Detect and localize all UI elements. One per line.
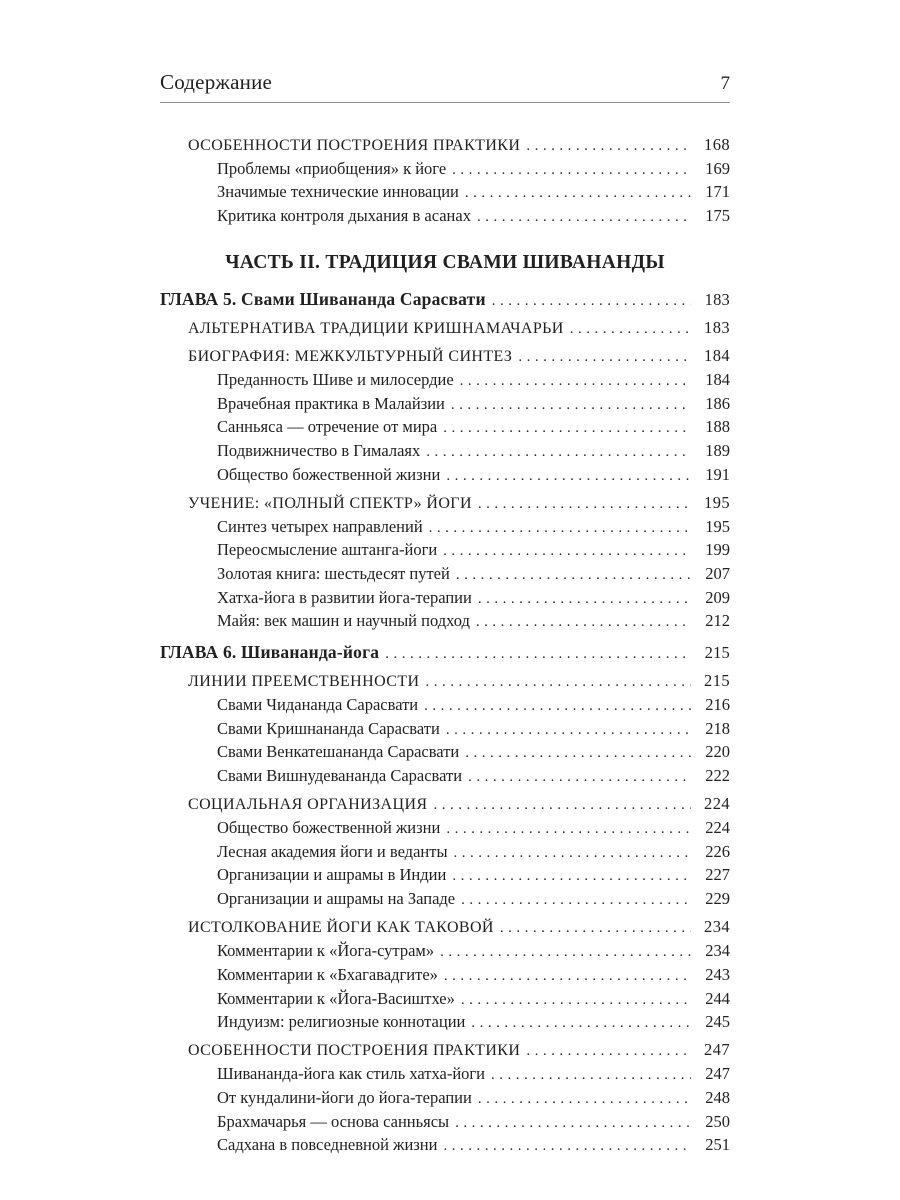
dot-leader xyxy=(440,940,691,964)
toc-entry-page: 183 xyxy=(704,289,730,309)
toc-entry-subsection xyxy=(160,694,730,718)
dot-leader xyxy=(426,440,691,464)
toc-entry-label: Комментарии к «Йога-Васиштхе» xyxy=(217,988,455,1008)
toc-entry-page: 244 xyxy=(705,988,730,1008)
dot-leader xyxy=(446,464,691,488)
page-header xyxy=(160,70,730,103)
toc-entry-subsection xyxy=(160,158,730,182)
toc-entry-subsection xyxy=(160,610,730,634)
dot-leader xyxy=(570,318,691,341)
toc-entry-label: Проблемы «приобщения» к йоге xyxy=(217,158,447,178)
toc-entry-subsection xyxy=(160,718,730,742)
toc-entry-label: Критика контроля дыхания в асанах xyxy=(217,206,471,226)
toc-entry-page: 234 xyxy=(704,917,730,937)
toc-entry-label: Лесная академия йоги и веданты xyxy=(217,841,448,861)
toc-entry-subsection xyxy=(160,393,730,417)
toc-entry-label: Садхана в повседневной жизни xyxy=(217,1135,438,1155)
toc-entry-label: Общество божественной жизни xyxy=(217,464,441,484)
dot-leader xyxy=(461,988,691,1012)
dot-leader xyxy=(456,563,691,587)
toc-entry-subsection xyxy=(160,563,730,587)
dot-leader xyxy=(455,1111,691,1135)
toc-entry-page: 250 xyxy=(705,1111,730,1131)
toc-entry-page: 251 xyxy=(705,1135,730,1155)
toc-entry-subsection xyxy=(160,539,730,563)
dot-leader xyxy=(478,493,691,516)
dot-leader xyxy=(465,741,691,765)
dot-leader xyxy=(526,1040,691,1063)
toc-entry-section xyxy=(160,134,730,158)
toc-entry-page: 195 xyxy=(704,492,730,512)
toc-entry-subsection xyxy=(160,416,730,440)
toc-entry-page: 218 xyxy=(705,718,730,738)
toc-entry-label: Организации и ашрамы в Индии xyxy=(217,865,447,885)
toc-list xyxy=(160,134,730,1158)
toc-entry-page: 184 xyxy=(704,346,730,366)
toc-entry-subsection xyxy=(160,741,730,765)
toc-entry-page: 215 xyxy=(704,643,730,663)
toc-entry-label: Индуизм: религиозные коннотации xyxy=(217,1012,466,1032)
toc-entry-label: ГЛАВА 5. Свами Шивананда Сарасвати xyxy=(160,288,486,309)
toc-entry-label: Подвижничество в Гималаях xyxy=(217,441,421,461)
toc-entry-label: Свами Чидананда Сарасвати xyxy=(217,695,419,715)
toc-entry-page: 191 xyxy=(705,464,730,484)
toc-entry-page: 168 xyxy=(704,135,730,154)
dot-leader xyxy=(471,1011,691,1035)
dot-leader xyxy=(446,817,691,841)
toc-entry-label: Санньяса — отречение от мира xyxy=(217,417,438,437)
toc-entry-subsection xyxy=(160,841,730,865)
toc-entry-subsection xyxy=(160,1063,730,1087)
toc-entry-label: ОСОБЕННОСТИ ПОСТРОЕНИЯ ПРАКТИКИ xyxy=(188,137,521,154)
toc-entry-label: УЧЕНИЕ: «ПОЛНЫЙ СПЕКТР» ЙОГИ xyxy=(188,494,472,512)
toc-entry-label: Майя: век машин и научный подход xyxy=(217,611,470,631)
toc-entry-page: 243 xyxy=(705,964,730,984)
dot-leader xyxy=(452,864,691,888)
dot-leader xyxy=(461,888,691,912)
toc-entry-chapter xyxy=(160,642,730,666)
toc-entry-page: 216 xyxy=(705,695,730,715)
toc-entry-subsection xyxy=(160,988,730,1012)
toc-entry-label: ГЛАВА 6. Шивананда-йога xyxy=(160,642,380,663)
toc-entry-page: 248 xyxy=(705,1087,730,1107)
header-page-number: 7 xyxy=(720,73,730,94)
dot-leader xyxy=(451,393,691,417)
toc-entry-subsection xyxy=(160,1111,730,1135)
dot-leader xyxy=(385,642,691,666)
toc-entry-label: Преданность Шиве и милосердие xyxy=(217,369,454,389)
dot-leader xyxy=(476,610,691,634)
toc-entry-page: 171 xyxy=(705,182,730,202)
toc-entry-subsection xyxy=(160,464,730,488)
toc-entry-page: 224 xyxy=(704,794,730,814)
toc-entry-label: Организации и ашрамы на Западе xyxy=(217,889,456,909)
toc-entry-label: Брахмачарья — основа санньясы xyxy=(217,1111,450,1131)
dot-leader xyxy=(446,718,691,742)
toc-entry-label: Общество божественной жизни xyxy=(217,818,441,838)
dot-leader xyxy=(443,1134,691,1158)
toc-entry-label: Хатха-йога в развитии йога-терапии xyxy=(217,587,472,607)
toc-entry-section xyxy=(160,670,730,694)
toc-entry-subsection xyxy=(160,1011,730,1035)
toc-entry-label: ИСТОЛКОВАНИЕ ЙОГИ КАК ТАКОВОЙ xyxy=(188,919,494,937)
dot-leader xyxy=(477,205,691,229)
dot-leader xyxy=(425,671,691,694)
dot-leader xyxy=(465,181,691,205)
toc-entry-section xyxy=(160,793,730,817)
toc-entry-page: 245 xyxy=(705,1012,730,1032)
toc-entry-page: 247 xyxy=(704,1040,730,1060)
toc-entry-page: 220 xyxy=(705,742,730,762)
toc-entry-label: Шивананда-йога как стиль хатха-йоги xyxy=(217,1064,486,1084)
toc-entry-subsection xyxy=(160,964,730,988)
dot-leader xyxy=(492,289,691,313)
toc-entry-section xyxy=(160,317,730,341)
toc-entry-page: 229 xyxy=(705,889,730,909)
toc-entry-label: АЛЬТЕРНАТИВА ТРАДИЦИИ КРИШНАМАЧАРЬИ xyxy=(188,320,564,338)
dot-leader xyxy=(452,158,691,182)
toc-entry-page: 247 xyxy=(705,1064,730,1084)
toc-entry-page: 215 xyxy=(704,671,730,691)
toc-entry-page: 184 xyxy=(705,369,730,389)
toc-entry-section xyxy=(160,1039,730,1063)
toc-entry-label: Свами Венкатешананда Сарасвати xyxy=(217,742,460,762)
toc-entry-chapter xyxy=(160,289,730,313)
toc-entry-label: Свами Вишнудевананда Сарасвати xyxy=(217,766,463,786)
toc-entry-label: Комментарии к «Бхагавадгите» xyxy=(217,964,438,984)
toc-entry-page: 209 xyxy=(705,587,730,607)
toc-entry-label: Значимые технические инновации xyxy=(217,182,459,202)
toc-entry-page: 188 xyxy=(705,417,730,437)
toc-entry-page: 183 xyxy=(704,318,730,338)
dot-leader xyxy=(424,694,691,718)
toc-entry-label: ЛИНИИ ПРЕЕМСТВЕННОСТИ xyxy=(188,673,420,691)
toc-entry-subsection xyxy=(160,940,730,964)
dot-leader xyxy=(454,841,691,865)
toc-entry-subsection xyxy=(160,181,730,205)
toc-entry-subsection xyxy=(160,817,730,841)
toc-entry-label: Переосмысление аштанга-йоги xyxy=(217,540,438,560)
page-title: Содержание xyxy=(160,70,273,94)
toc-entry-page: 212 xyxy=(705,611,730,631)
toc-entry-label: ОСОБЕННОСТИ ПОСТРОЕНИЯ ПРАКТИКИ xyxy=(188,1042,521,1060)
toc-entry-label: БИОГРАФИЯ: МЕЖКУЛЬТУРНЫЙ СИНТЕЗ xyxy=(188,348,513,366)
dot-leader xyxy=(429,516,691,540)
toc-entry-subsection xyxy=(160,516,730,540)
toc-entry-section xyxy=(160,492,730,516)
toc-entry-label: СОЦИАЛЬНАЯ ОРГАНИЗАЦИЯ xyxy=(188,796,428,814)
toc-entry-page: 222 xyxy=(705,766,730,786)
toc-entry-page: 186 xyxy=(705,393,730,413)
toc-entry-subsection xyxy=(160,440,730,464)
toc-entry-label: Синтез четырех направлений xyxy=(217,516,423,536)
toc-entry-subsection xyxy=(160,765,730,789)
toc-entry-page: 224 xyxy=(705,818,730,838)
toc-entry-page: 207 xyxy=(705,564,730,584)
dot-leader xyxy=(460,369,691,393)
toc-entry-page: 199 xyxy=(705,540,730,560)
dot-leader xyxy=(491,1063,691,1087)
toc-entry-page: 226 xyxy=(705,841,730,861)
dot-leader xyxy=(443,416,691,440)
toc-entry-page: 234 xyxy=(705,941,730,961)
dot-leader xyxy=(478,1087,691,1111)
toc-entry-page: 169 xyxy=(705,158,730,178)
dot-leader xyxy=(478,587,691,611)
toc-entry-page: 189 xyxy=(705,441,730,461)
toc-entry-page: 175 xyxy=(705,206,730,226)
toc-entry-page: 227 xyxy=(705,865,730,885)
toc-entry-subsection xyxy=(160,587,730,611)
toc-entry-subsection xyxy=(160,1087,730,1111)
toc-entry-label: Комментарии к «Йога-сутрам» xyxy=(217,941,435,961)
toc-entry-subsection xyxy=(160,864,730,888)
toc-entry-page: 195 xyxy=(705,516,730,536)
toc-entry-label: От кундалини-йоги до йога-терапии xyxy=(217,1087,472,1107)
dot-leader xyxy=(468,765,691,789)
toc-entry-label: Врачебная практика в Малайзии xyxy=(217,393,445,413)
toc-entry-subsection xyxy=(160,205,730,229)
toc-entry-section xyxy=(160,345,730,369)
dot-leader xyxy=(526,135,691,158)
toc-entry-section xyxy=(160,916,730,940)
toc-entry-subsection xyxy=(160,369,730,393)
part-heading: ЧАСТЬ II. ТРАДИЦИЯ СВАМИ ШИВАНАНДЫ xyxy=(225,251,665,273)
dot-leader xyxy=(444,964,691,988)
toc-entry-label: Свами Кришнананда Сарасвати xyxy=(217,718,440,738)
toc-entry-subsection xyxy=(160,1134,730,1158)
dot-leader xyxy=(518,346,691,369)
dot-leader xyxy=(434,794,692,817)
dot-leader xyxy=(443,539,691,563)
toc-entry-subsection xyxy=(160,888,730,912)
toc-entry-label: Золотая книга: шестьдесят путей xyxy=(217,564,450,584)
dot-leader xyxy=(500,917,691,940)
